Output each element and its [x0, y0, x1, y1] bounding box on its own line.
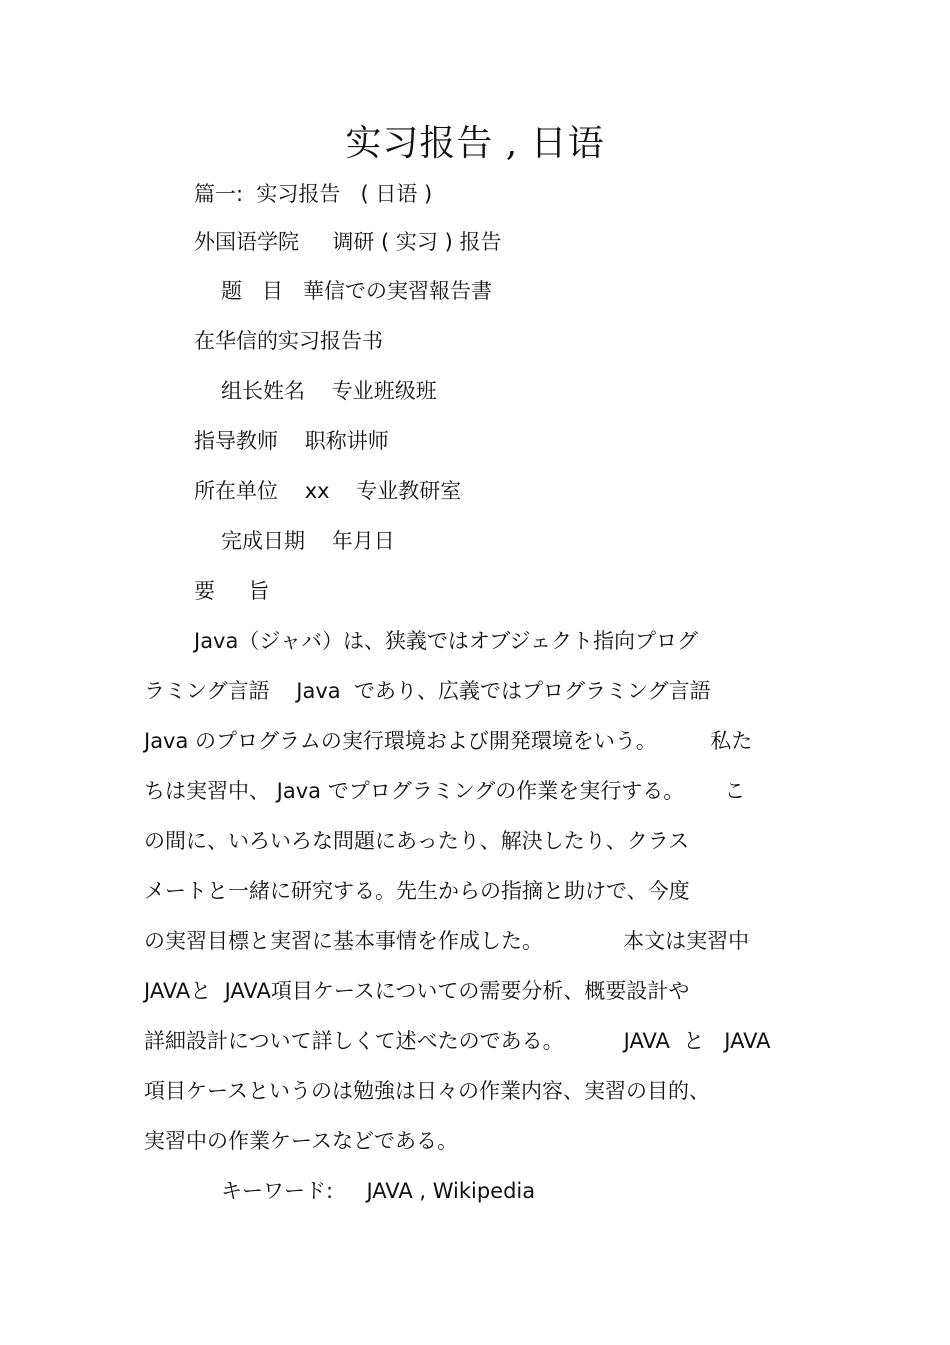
abstract-line: の実習目標と実習に基本事情を作成した。 本文は実習中 — [144, 929, 750, 953]
abstract-line: JAVAと JAVA項目ケースについての需要分析、概要設計や — [144, 979, 690, 1003]
unit-line: 所在单位 xx 专业教研室 — [194, 479, 462, 503]
abstract-line: Java（ジャバ）は、狭義ではオブジェクト指向プログ — [194, 629, 699, 653]
teacher-line: 指导教师 职称讲师 — [194, 429, 389, 453]
abstract-line: ラミング言語 Java であり、広義ではプログラミング言語 — [144, 679, 711, 703]
leader-line: 组长姓名 专业班级班 — [221, 379, 437, 403]
faculty-line: 外国语学院 调研 ( 实习 ) 报告 — [194, 230, 502, 254]
abstract-line: 実習中の作業ケースなどである。 — [144, 1129, 458, 1153]
abstract-line: 項目ケースというのは勉強は日々の作業内容、実習の目的、 — [144, 1079, 710, 1103]
abstract-line: 詳細設計について詳しくて述べたのである。 JAVA と JAVA — [144, 1029, 771, 1053]
date-line: 完成日期 年月日 — [221, 529, 395, 553]
abstract-line: ちは実習中、 Java でプログラミングの作業を実行する。 こ — [144, 779, 746, 803]
keywords-line: キーワード: JAVA , Wikipedia — [221, 1179, 536, 1203]
topic-line: 题 目 華信での実習報告書 — [221, 279, 493, 303]
document-title: 实习报告 , 日语 — [345, 123, 605, 164]
topic-cn-line: 在华信的实习报告书 — [194, 329, 383, 353]
abstract-heading: 要 旨 — [194, 579, 270, 603]
abstract-line: Java のプログラムの実行環境および開発環境をいう。 私た — [144, 729, 753, 753]
abstract-line: の間に、いろいろな問題にあったり、解決したり、クラス — [144, 829, 690, 853]
section-heading: 篇一: 实习报告 ( 日语 ) — [194, 182, 433, 206]
abstract-line: メートと一緒に研究する。先生からの指摘と助けで、今度 — [144, 879, 690, 903]
